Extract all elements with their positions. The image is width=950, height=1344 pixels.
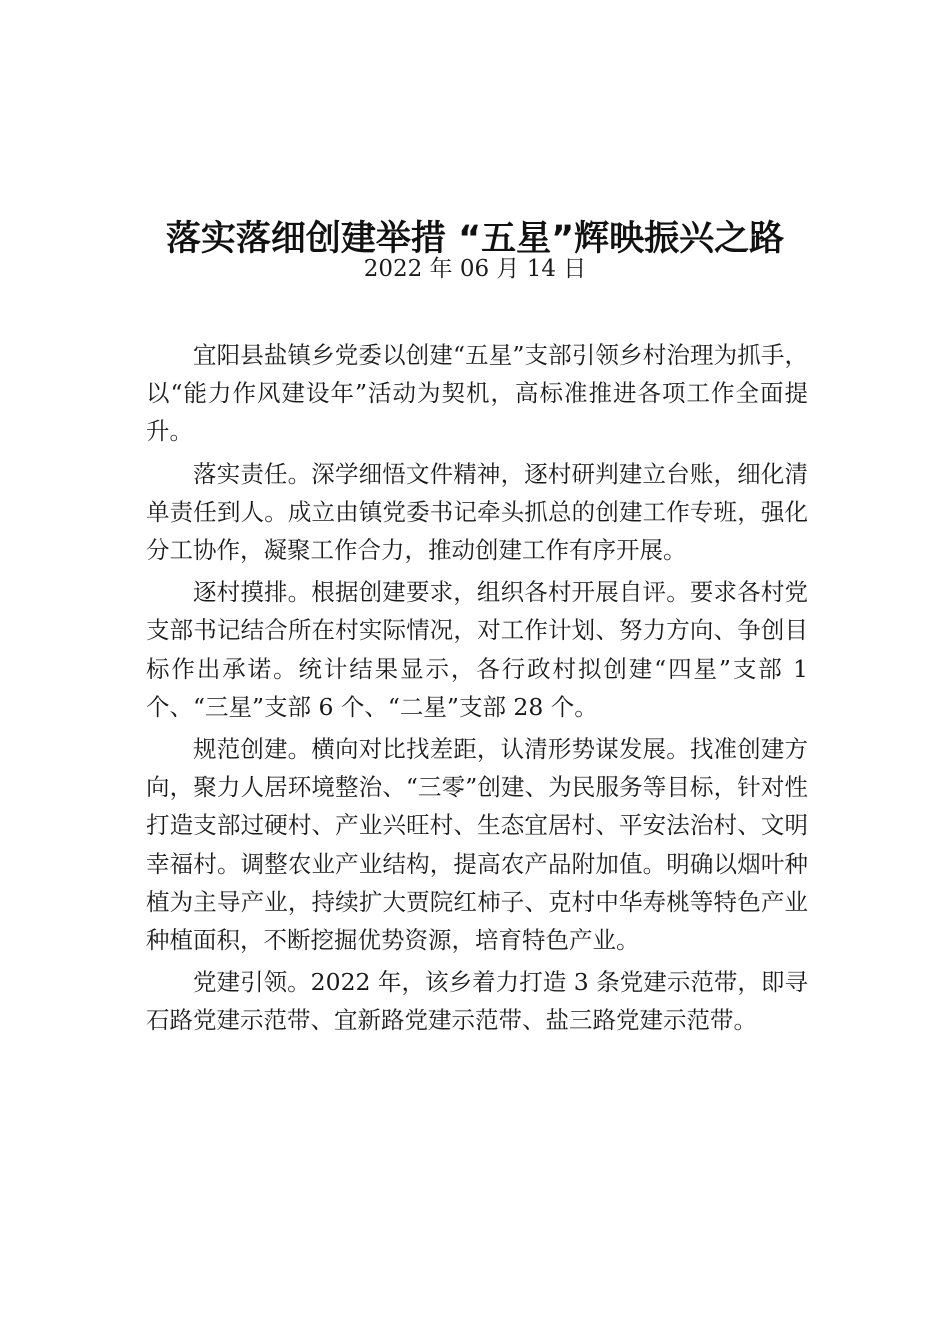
document-date: 2022 年 06 月 14 日 (363, 256, 587, 282)
paragraph-responsibility: 落实责任。深学细悟文件精神，逐村研判建立台账，细化清单责任到人。成立由镇党委书记牵头抓总的创建工作专班，强化分工协作，凝聚工作合力，推动创建工作有序开展。 (146, 459, 808, 565)
paragraph-survey: 逐村摸排。根据创建要求，组织各村开展自评。要求各村党支部书记结合所在村实际情况，对工作计划、努力方向、争创目标作出承诺。统计结果显示，各行政村拟创建“四星”支部 1 个、“三星”支部 6 个、“二星”支部 28 个。 (146, 578, 808, 721)
document-title: 落实落细创建举措 “五星”辉映振兴之路 (165, 219, 785, 260)
paragraph-intro: 宜阳县盐镇乡党委以创建“五星”支部引领乡村治理为抓手，以“能力作风建设年”活动为契机，高标准推进各项工作全面提升。 (146, 341, 808, 446)
document-body (146, 336, 808, 1044)
paragraph-standard-creation: 规范创建。横向对比找差距，认清形势谋发展。找准创建方向，聚力人居环境整治、“三零”创建、为民服务等目标，针对性打造支部过硬村、产业兴旺村、生态宜居村、平安法治村、文明幸福村。调整农业产业结构，提高农产品附加值。明确以烟叶种植为主导产业，持续扩大贾院红柿子、克村中华寿桃等特色产业种植面积，不断挖掘优势资源，培育特色产业。 (146, 735, 808, 955)
paragraph-party-leadership: 党建引领。2022 年，该乡着力打造 3 条党建示范带，即寻石路党建示范带、宜新路党建示范带、盐三路党建示范带。 (146, 968, 808, 1035)
